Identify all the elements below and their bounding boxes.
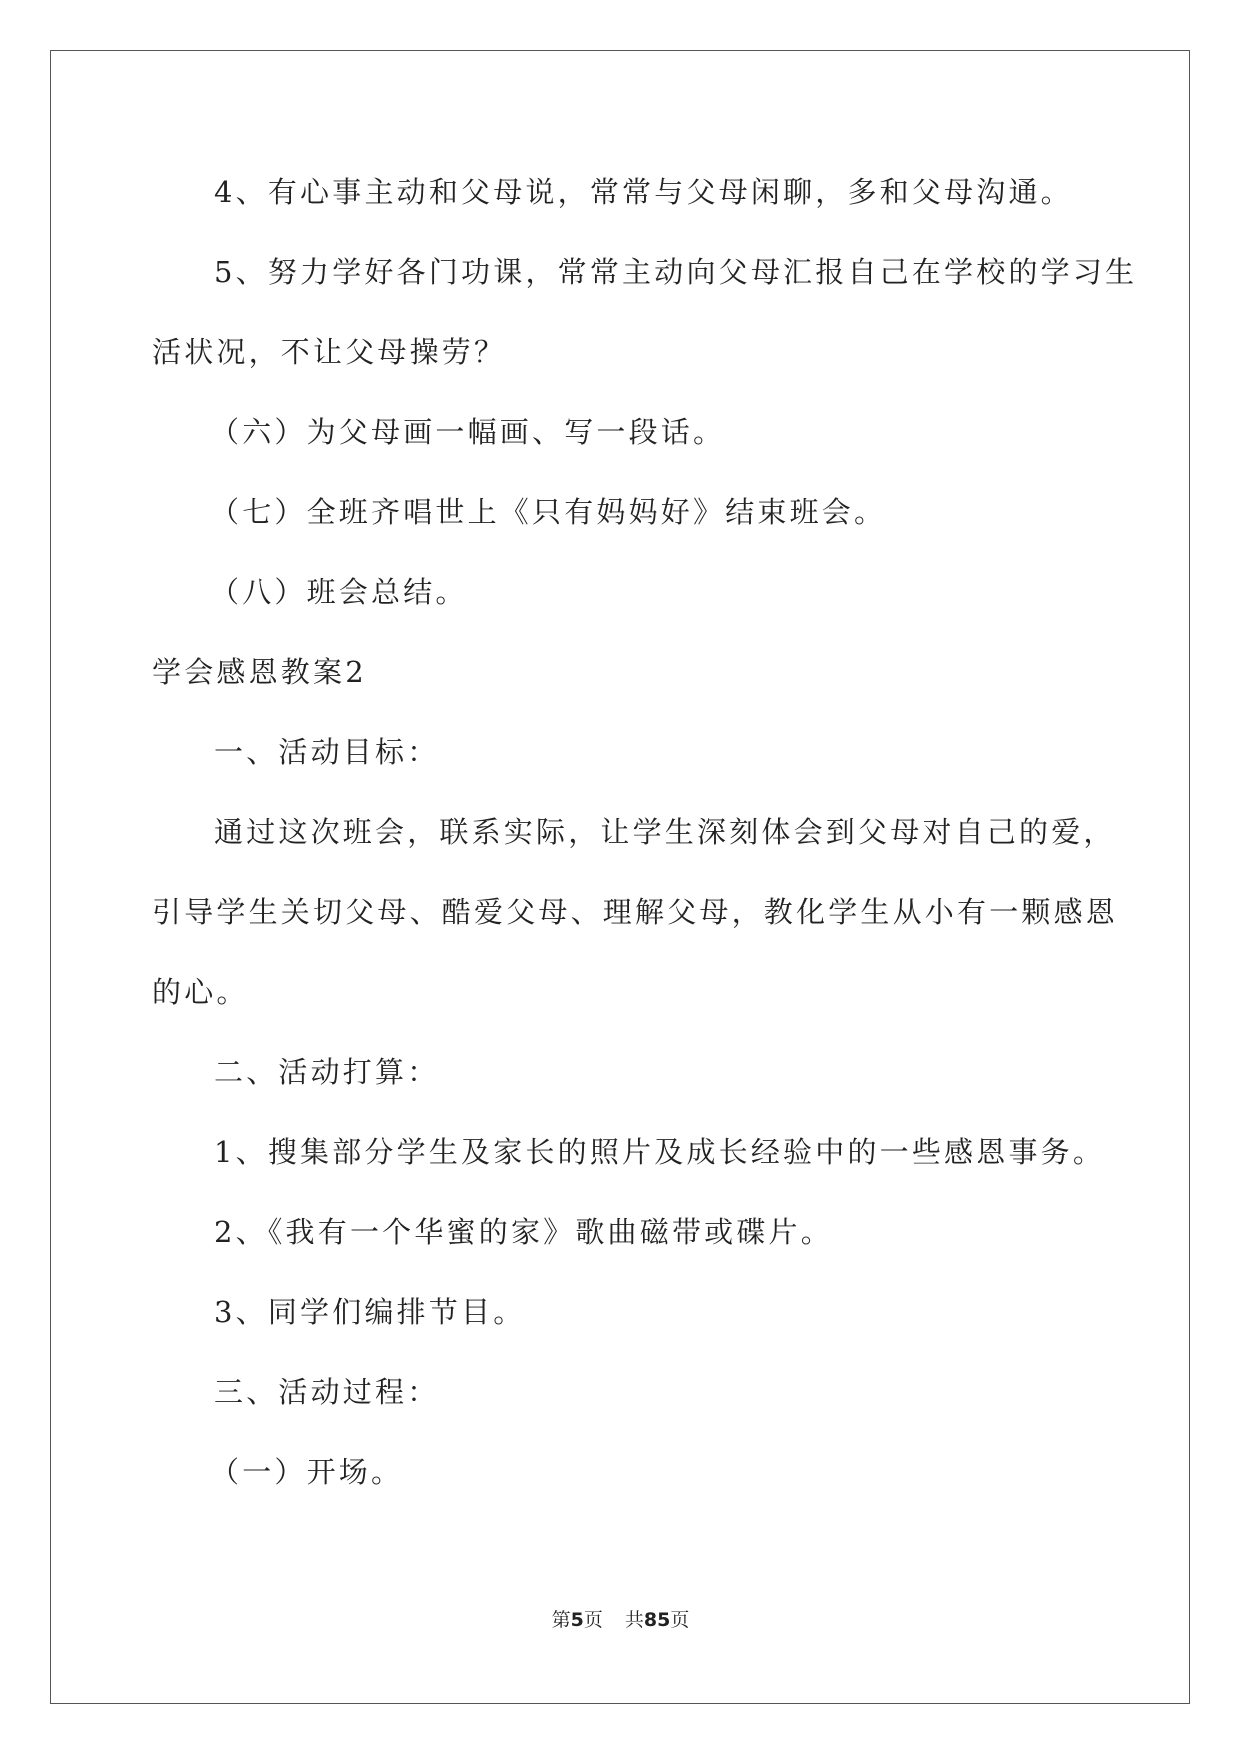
paragraph-line: 1、搜集部分学生及家长的照片及成长经验中的一些感恩事务。 [214,1135,1106,1169]
total-prefix: 共 [624,1609,644,1631]
paragraph-line: （六）为父母画一幅画、写一段话。 [210,415,726,449]
paragraph-line: 二、活动打算： [214,1055,440,1089]
paragraph-line: 引导学生关切父母、酷爱父母、理解父母，教化学生从小有一颗感恩 [152,895,1119,929]
paragraph-line: 2、《我有一个华蜜的家》歌曲磁带或碟片。 [214,1215,833,1249]
paragraph-line: 通过这次班会，联系实际，让学生深刻体会到父母对自己的爱， [214,815,1116,849]
paragraph-line: （八）班会总结。 [210,575,468,609]
section-heading: 学会感恩教案2 [152,655,367,689]
paragraph-line: 一、活动目标： [214,735,440,769]
paragraph-line: 3、同学们编排节目。 [214,1295,526,1329]
paragraph-line: 三、活动过程： [214,1375,440,1409]
page-footer [0,1605,1241,1632]
page-suffix: 页 [583,1609,603,1631]
paragraph-line: （一）开场。 [210,1455,404,1489]
paragraph-line: 的心。 [152,975,249,1009]
paragraph-line: （七）全班齐唱世上《只有妈妈好》结束班会。 [210,495,887,529]
paragraph-line: 4、有心事主动和父母说，常常与父母闲聊，多和父母沟通。 [214,175,1073,209]
page-number: 5 [570,1609,584,1631]
total-pages: 85 [643,1609,671,1631]
paragraph-line: 5、努力学好各门功课，常常主动向父母汇报自己在学校的学习生 [214,255,1138,289]
page-prefix: 第 [551,1609,571,1631]
paragraph-line: 活状况，不让父母操劳？ [152,335,507,369]
total-suffix: 页 [670,1609,690,1631]
